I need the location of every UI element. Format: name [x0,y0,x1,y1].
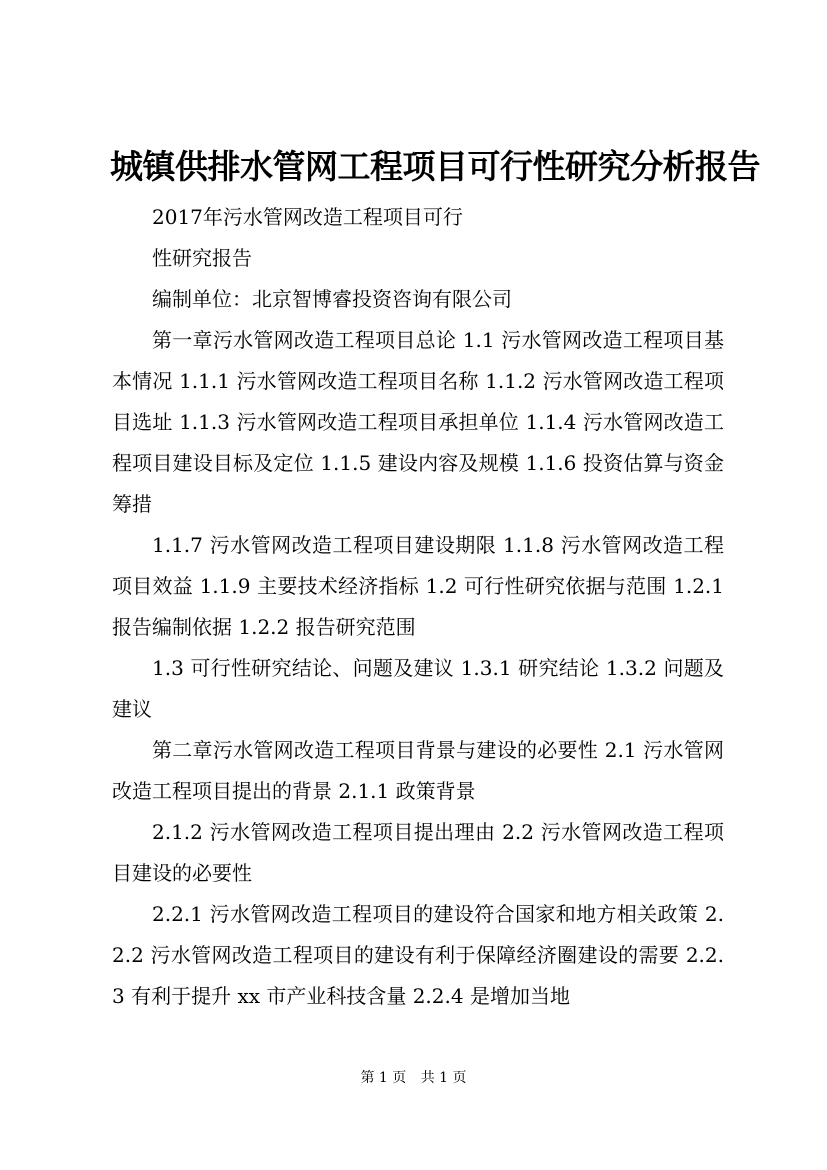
paragraph-2: 性研究报告 [152,246,252,270]
page-total: 共 1 页 [420,1070,467,1086]
document-body [112,197,724,1017]
page-footer [0,1068,827,1088]
paragraph-3: 编制单位：北京智博睿投资咨询有限公司 [152,287,512,311]
paragraph-9: 2.2.1 污水管网改造工程项目的建设符合国家和地方相关政策 2.2.2 污水管网改造工程项目的建设有利于保障经济圈建设的需要 2.2.3 有利于提升 xx 市产业科技含量 2.2.4 是增加当地 [112,902,724,1008]
paragraph-8: 2.1.2 污水管网改造工程项目提出理由 2.2 污水管网改造工程项目建设的必要性 [112,820,724,885]
page-number: 第 1 页 [360,1070,407,1086]
paragraph-6: 1.3 可行性研究结论、问题及建议 1.3.1 研究结论 1.3.2 问题及建议 [112,656,724,721]
paragraph-7: 第二章污水管网改造工程项目背景与建设的必要性 2.1 污水管网改造工程项目提出的背景 2.1.1 政策背景 [112,738,724,803]
paragraph-5: 1.1.7 污水管网改造工程项目建设期限 1.1.8 污水管网改造工程项目效益 1.1.9 主要技术经济指标 1.2 可行性研究依据与范围 1.2.1 报告编制依据 1.2.2 报告研究范围 [112,533,724,639]
paragraph-1: 2017年污水管网改造工程项目可行 [152,205,463,229]
paragraph-4: 第一章污水管网改造工程项目总论 1.1 污水管网改造工程项目基本情况 1.1.1 污水管网改造工程项目名称 1.1.2 污水管网改造工程项目选址 1.1.3 污水管网改造工程项目承担单位 1.1.4 污水管网改造工程项目建设目标及定位 1.1.5 建设内容及规模 1.1.6 投资估算与资金筹措 [112,328,724,516]
document-title: 城镇供排水管网工程项目可行性研究分析报告 [110,147,760,186]
